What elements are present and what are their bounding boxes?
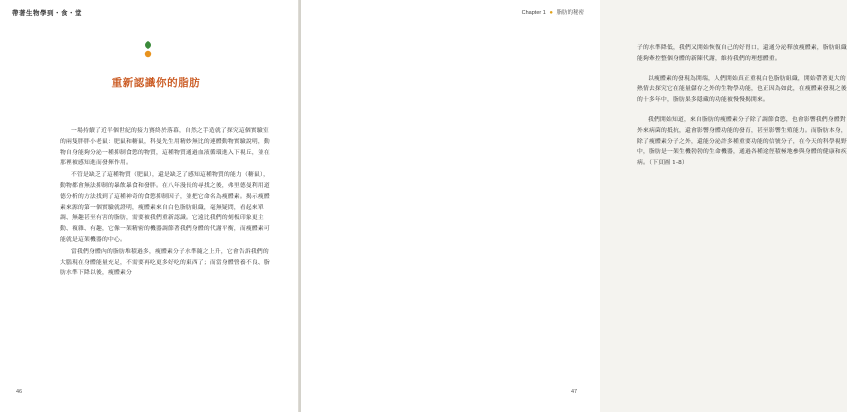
left-body-text <box>60 126 274 280</box>
paragraph: 以瘦體素的發現為開端，人們開始真正重視白色脂肪組織，開始帶著更大的熱情去探究它在能量儲存之外的生物學功能，也正因為如此，在瘦體素發現之後的十多年中，脂肪果多隱藏的功能被慢慢揭開來。 <box>637 75 847 104</box>
chapter-name: 脂肪的秘密 <box>556 10 584 16</box>
paragraph: 子的水準降低，我們又開始恢復自己的好胃口，還通分泌釋放瘦體素，脂肪組織能夠牽控整個身體的新陳代謝，維持我們的理想體重。 <box>637 45 847 62</box>
page-number-left: 46 <box>16 389 23 395</box>
running-head-left: 帶著生物學到・食・堂 <box>12 9 82 17</box>
paragraph: 一場持續了近半個世紀的接力賽終於落幕，自然之手造就了探究這個實驗室的兩隻胖胖小老鼠：肥鼠和糖鼠，科曼先生用精妙無比的連體動物實驗說明，動物自身能夠分泌一種抑制食慾的物質，這種物質通過血液循環進入下視丘，並在那裡被感知進而發揮作用。 <box>60 128 270 167</box>
chapter-title: 重新認識你的脂肪 <box>111 77 201 89</box>
leaf-logo-icon <box>142 40 154 60</box>
paragraph: 不管是缺乏了這種物質（肥鼠），還是缺乏了感知這種物質的能力（糖鼠），動物都會無法抑制的暴飲暴食和發胖。在八年漫長的尋找之後，弗里德曼利用道德分析的方法找到了這種神奇的食慾抑制因子，並把它命名為瘦體素。揭示瘦體素來源的第一個實驗就證明，瘦體素來自白色脂肪組織，毫無疑問，看起來單調、無趣甚至有害的脂肪，需要被我們重新認識。它遠比我們的刻板印象更主動、複雜、有趣，它像一架精密的機器調節著我們身體的代謝平衡，而瘦體素可能就是這架機器的中心。 <box>60 172 270 243</box>
right-page <box>301 0 847 412</box>
bullet-dot-icon: ● <box>549 10 553 16</box>
page-number-right: 47 <box>571 389 578 395</box>
paragraph: 當我們身體內的脂肪堆積過多，瘦體素分子水準隨之上升，它會告訴我們的大腦現在身體能量充足，不需要再吃更多好吃的東西了；而當身體營養不良、脂肪水準下降以後，瘦體素分 <box>60 248 270 277</box>
right-body-text <box>637 43 847 170</box>
left-page <box>0 0 299 412</box>
paragraph: 我們開始知道，來自脂肪的瘦體素分子除了調節食慾，也會影響我們身體對外來病菌的抵抗，還會影響身體功能的發育，甚至影響生殖能力。而脂肪本身，除了瘦體素分子之外，還能分泌許多種重要功能的信號分子，在今天的科學視野中，脂肪是一架生機勃勃的生命機器，通過各種途徑積極地參與身體的健康和疾病。（下頁圖 1-8） <box>637 116 847 167</box>
running-head-right <box>522 8 584 16</box>
chapter-label: Chapter 1 <box>521 10 546 16</box>
